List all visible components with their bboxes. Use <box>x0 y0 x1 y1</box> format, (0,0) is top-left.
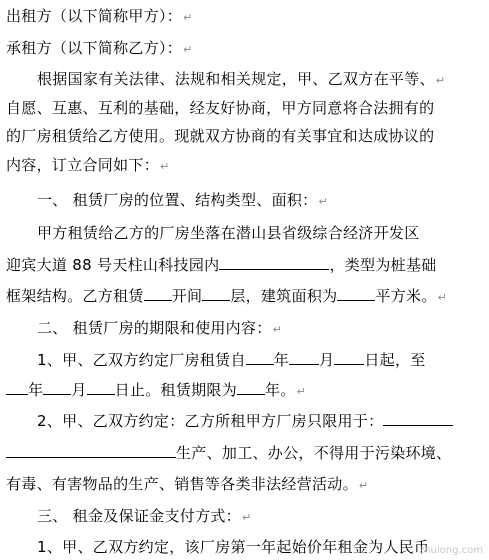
section-1-heading: 一、 租赁厂房的位置、结构类型、面积：↵ <box>37 191 329 209</box>
preamble-line-3: 的厂房租赁给乙方使用。现就双方协商的有关事宜和达成协议的 <box>6 127 435 145</box>
blank-line <box>6 380 28 395</box>
blank-line <box>237 380 265 395</box>
section-2-clause-2-line-2: 生产、加工、办公，不得用于污染环境、 <box>6 443 451 463</box>
lessee-line: 承租方（以下简称乙方）：↵ <box>6 39 193 57</box>
paragraph-mark: ↵ <box>296 385 307 398</box>
paragraph-mark: ↵ <box>183 11 193 24</box>
blank-line <box>289 350 319 365</box>
section-2-clause-1-line-1: 1、甲、乙双方约定厂房租赁自 年 月 日起，至 <box>37 351 426 369</box>
paragraph-mark: ↵ <box>318 195 329 208</box>
section-1-line-3: 框架结构。乙方租赁 开间 层，建筑面积为 平方米。↵ <box>6 287 448 305</box>
paragraph-mark: ↵ <box>358 479 369 492</box>
watermark: zhulong.com <box>418 545 483 556</box>
section-2-clause-2-line-3: 有毒、有害物品的生产、销售等各类非法经营活动。↵ <box>6 475 369 493</box>
paragraph-mark: ↵ <box>160 160 170 173</box>
paragraph-mark: ↵ <box>241 511 252 524</box>
paragraph-mark: ↵ <box>437 291 448 304</box>
blank-line <box>202 286 230 301</box>
blank-line <box>87 380 115 395</box>
blank-line <box>219 255 329 270</box>
blank-line <box>6 443 176 458</box>
section-2-clause-1-line-2: 年 月 日止。租赁期限为 年。↵ <box>6 380 306 400</box>
section-1-line-2: 迎宾大道 88 号天柱山科技园内 ，类型为桩基础 <box>6 256 437 274</box>
blank-line <box>337 286 375 301</box>
section-2-clause-2-line-1: 2、甲、乙双方约定：乙方所租甲方厂房只限用于： <box>37 411 453 431</box>
blank-line <box>383 411 453 426</box>
section-1-line-1: 甲方租赁给乙方的厂房坐落在潜山县省级综合经济开发区 <box>37 224 420 242</box>
section-3-heading: 三、 租金及保证金支付方式：↵ <box>37 507 252 525</box>
paragraph-mark: ↵ <box>435 74 446 87</box>
paragraph-mark: ↵ <box>272 323 283 336</box>
blank-line <box>334 350 364 365</box>
preamble-line-2: 自愿、互惠、互利的基础，经友好协商，甲方同意将合法拥有的 <box>6 99 435 117</box>
preamble-line-4: 内容，订立合同如下：↵ <box>6 156 170 174</box>
section-2-heading: 二、 租赁厂房的期限和使用内容：↵ <box>37 319 283 337</box>
paragraph-mark: ↵ <box>183 43 193 56</box>
preamble-line-1: 根据国家有关法律、法规和相关规定，甲、乙双方在平等、↵ <box>37 70 446 88</box>
section-3-clause-1-line-1: 1、甲、乙双方约定，该厂房第一年起始价年租金为人民币 <box>37 538 430 556</box>
blank-line <box>144 286 172 301</box>
lessor-line: 出租方（以下简称甲方）：↵ <box>6 7 193 25</box>
blank-line <box>246 350 274 365</box>
blank-line <box>43 380 71 395</box>
